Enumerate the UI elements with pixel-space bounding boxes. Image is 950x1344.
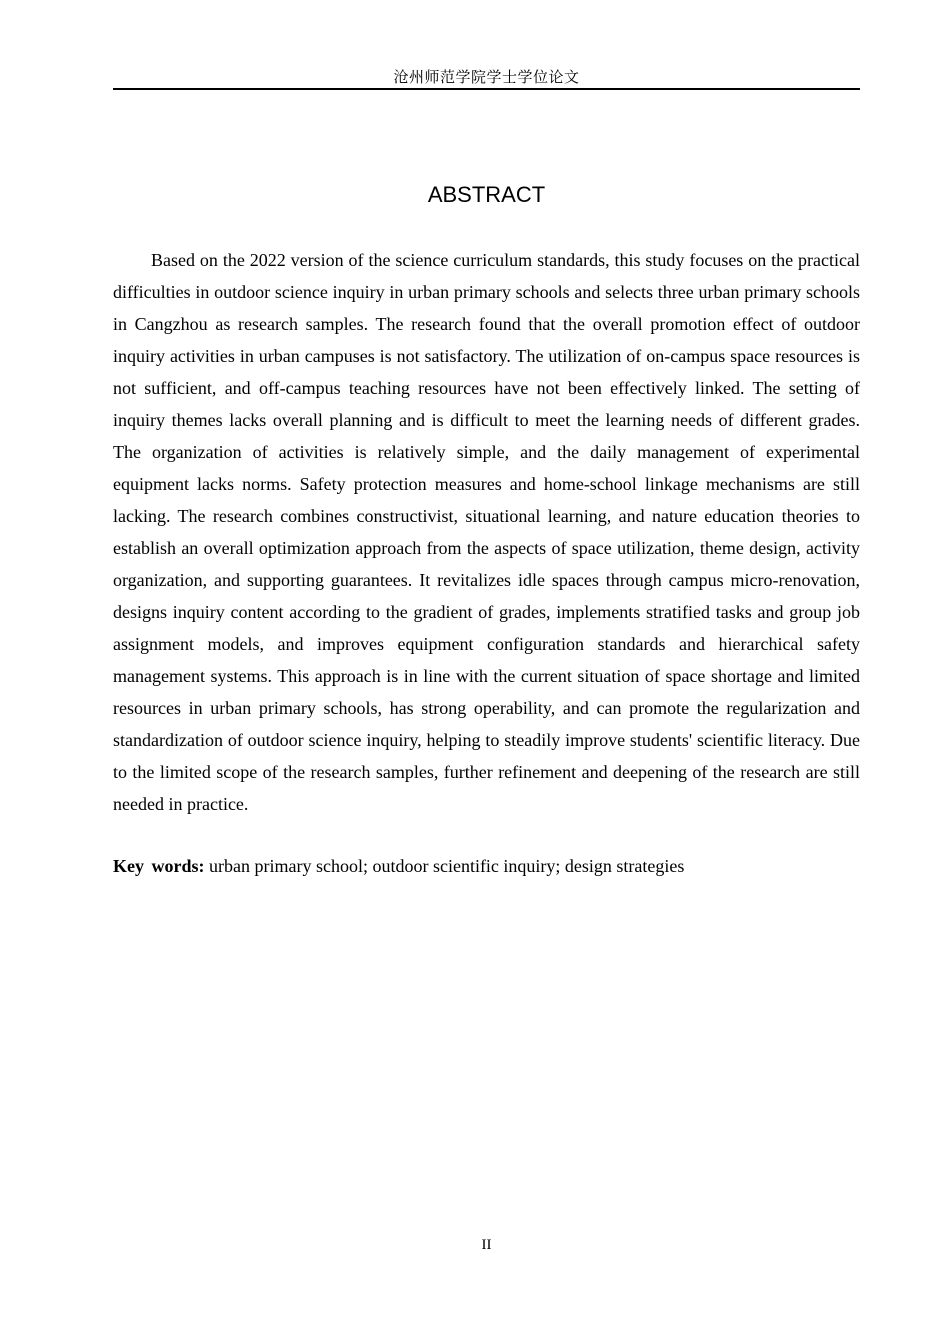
keywords-label: Key words: xyxy=(113,856,205,876)
abstract-title: ABSTRACT xyxy=(427,182,546,207)
page-number: II xyxy=(481,1237,492,1253)
header-rule xyxy=(113,88,860,90)
abstract-body: Based on the 2022 version of the science curriculum standards, this study focuses on the practical difficulties in outdoor science inquiry in urban primary schools and selects three urban primary schools in Cangzhou as research samples. The research found that the overall promotion effect of outdoor inquiry activities in urban campuses is not satisfactory. The utilization of on-campus space resources is not sufficient, and off-campus teaching resources have not been effectively linked. The setting of inquiry themes lacks overall planning and is difficult to meet the learning needs of different grades. The organization of activities is relatively simple, and the daily management of experimental equipment lacks norms. Safety protection measures and home-school linkage mechanisms are still lacking. The research combines constructivist, situational learning, and nature education theories to establish an overall optimization approach from the aspects of space utilization, theme design, activity organization, and supporting guarantees. It revitalizes idle spaces through campus micro-renovation, designs inquiry content according to the gradient of grades, implements stratified tasks and group job assignment models, and improves equipment configuration standards and hierarchical safety management systems. This approach is in line with the current situation of space shortage and limited resources in urban primary schools, has strong operability, and can promote the regularization and standardization of outdoor science inquiry, helping to steadily improve students' scientific literacy. Due to the limited scope of the research samples, further refinement and deepening of the research are still needed in practice. xyxy=(113,250,860,814)
keywords-line xyxy=(113,852,860,880)
running-header: 沧州师范学院学士学位论文 xyxy=(393,68,580,86)
keywords-value: urban primary school; outdoor scientific inquiry; design strategies xyxy=(209,856,685,876)
